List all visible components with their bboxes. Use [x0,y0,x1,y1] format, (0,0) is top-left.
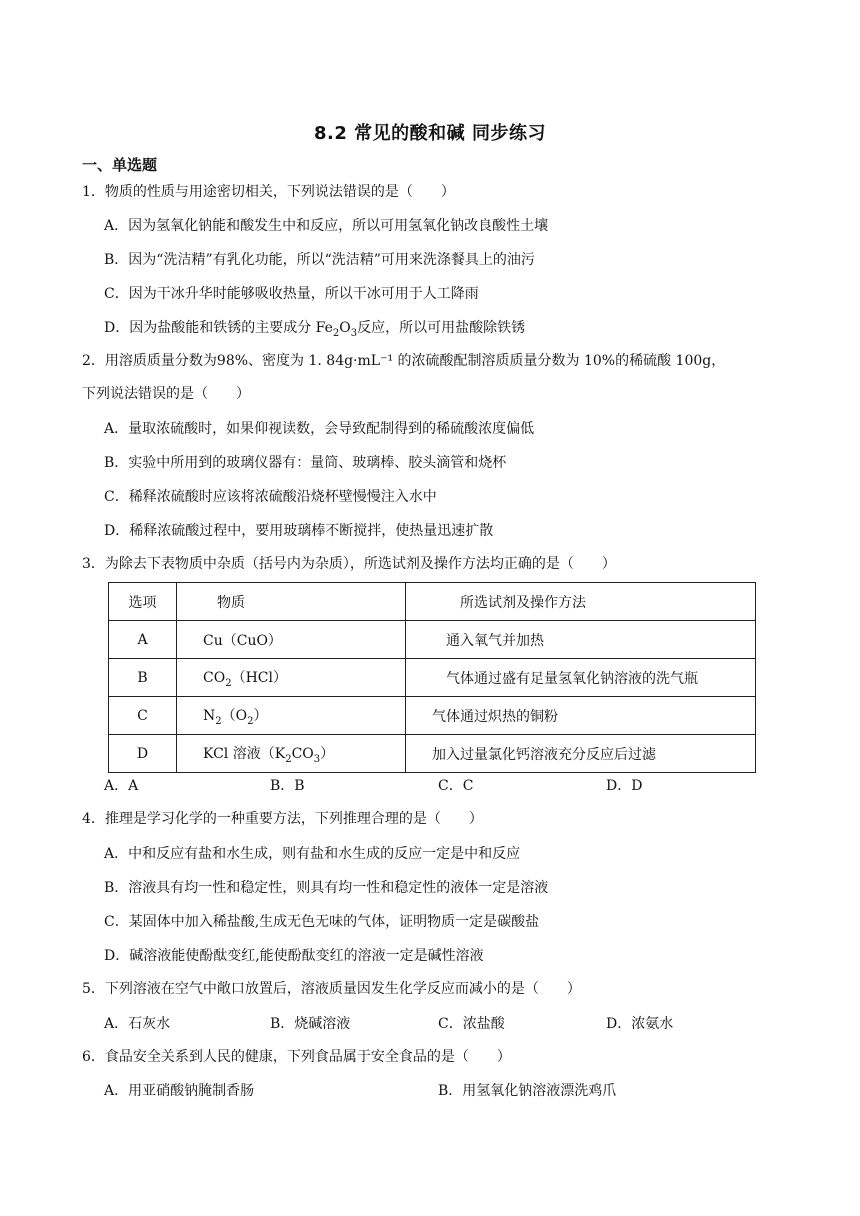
q5-option-a: A．石灰水 [104,1016,171,1032]
q6-stem: 6．食品安全关系到人民的健康，下列食品属于安全食品的是（ ） [82,1049,511,1065]
q1-option-b: B．因为“洗洁精”有乳化功能，所以“洗洁精”可用来洗涤餐具上的油污 [104,252,535,268]
q2-option-b: B．实验中所用到的玻璃仪器有：量筒、玻璃棒、胶头滴管和烧杯 [104,455,507,471]
q3-stem: 3．为除去下表物质中杂质（括号内为杂质），所选试剂及操作方法均正确的是（ ） [82,556,616,572]
section-heading: 一、单选题 [82,156,158,174]
q2-stem-line1: 2．用溶质质量分数为98%、密度为 1. 84g·mL⁻¹ 的浓硫酸配制溶质质量分数为 10%的稀硫酸 100g， [82,353,726,369]
table-cell-substance: KCl 溶液$(K_2CO_3)$ [177,735,406,773]
table-cell-option: D [109,735,177,773]
table-cell-option: C [109,697,177,735]
q3-option-a: A．A [104,778,139,794]
q5-option-b: B．烧碱溶液 [270,1016,351,1032]
q5-option-c: C．浓盐酸 [438,1016,505,1032]
q1-option-a: A．因为氢氧化钠能和酸发生中和反应，所以可用氢氧化钠改良酸性土壤 [104,218,549,234]
q3-table [108,582,756,773]
q2-stem-line2: 下列说法错误的是（ ） [82,386,250,402]
q6-option-b: B．用氢氧化钠溶液漂洗鸡爪 [438,1083,617,1099]
table-header-cell: 选项 [109,583,177,621]
table-cell-method: 气体通过炽热的铜粉 [406,697,756,735]
q2-option-c: C．稀释浓硫酸时应该将浓硫酸沿烧杯壁慢慢注入水中 [104,489,437,505]
table-header-cell: 所选试剂及操作方法 [406,583,756,621]
table-cell-method: 气体通过盛有足量氢氧化钠溶液的洗气瓶 [406,659,756,697]
q3-option-c: C．C [438,778,474,794]
table-header-row [109,583,756,621]
q3-option-b: B．B [270,778,305,794]
q2-option-d: D．稀释浓硫酸过程中，要用玻璃棒不断搅拌，使热量迅速扩散 [104,523,494,539]
table-header-cell: 物质 [177,583,406,621]
q4-option-a: A．中和反应有盐和水生成，则有盐和水生成的反应一定是中和反应 [104,846,521,862]
q4-option-c: C．某固体中加入稀盐酸,生成无色无味的气体，证明物质一定是碳酸盐 [104,914,540,930]
page-title: 8.2 常见的酸和碱 同步练习 [314,123,546,144]
q4-option-b: B．溶液具有均一性和稳定性，则具有均一性和稳定性的液体一定是溶液 [104,880,549,896]
q1-stem: 1．物质的性质与用途密切相关，下列说法错误的是（ ） [82,184,455,200]
q6-option-a: A．用亚硝酸钠腌制香肠 [104,1083,255,1099]
table-row [109,735,756,773]
q5-stem: 5．下列溶液在空气中敞口放置后，溶液质量因发生化学反应而减小的是（ ） [82,981,581,997]
table-row [109,697,756,735]
table-row [109,621,756,659]
q4-stem: 4．推理是学习化学的一种重要方法，下列推理合理的是（ ） [82,811,483,827]
table-row [109,659,756,697]
table-cell-method: 通入氧气并加热 [406,621,756,659]
table-cell-substance: $CO_2(HCl)$ [177,659,406,697]
q5-option-d: D．浓氨水 [606,1016,674,1032]
q2-option-a: A．量取浓硫酸时，如果仰视读数，会导致配制得到的稀硫酸浓度偏低 [104,421,535,437]
table-cell-option: B [109,659,177,697]
q1-option-d: D．因为盐酸能和铁锈的主要成分 $Fe_2O_3$反应，所以可用盐酸除铁锈 [104,320,526,339]
q4-option-d: D．碱溶液能使酚酞变红,能使酚酞变红的溶液一定是碱性溶液 [104,948,484,964]
table-cell-method: 加入过量氯化钙溶液充分反应后过滤 [406,735,756,773]
table-cell-option: A [109,621,177,659]
q1-option-c: C．因为干冰升华时能够吸收热量，所以干冰可用于人工降雨 [104,286,479,302]
q3-option-d: D．D [606,778,643,794]
table-cell-substance: Cu（CuO） [177,621,406,659]
table-cell-substance: $N_2(O_2)$ [177,697,406,735]
